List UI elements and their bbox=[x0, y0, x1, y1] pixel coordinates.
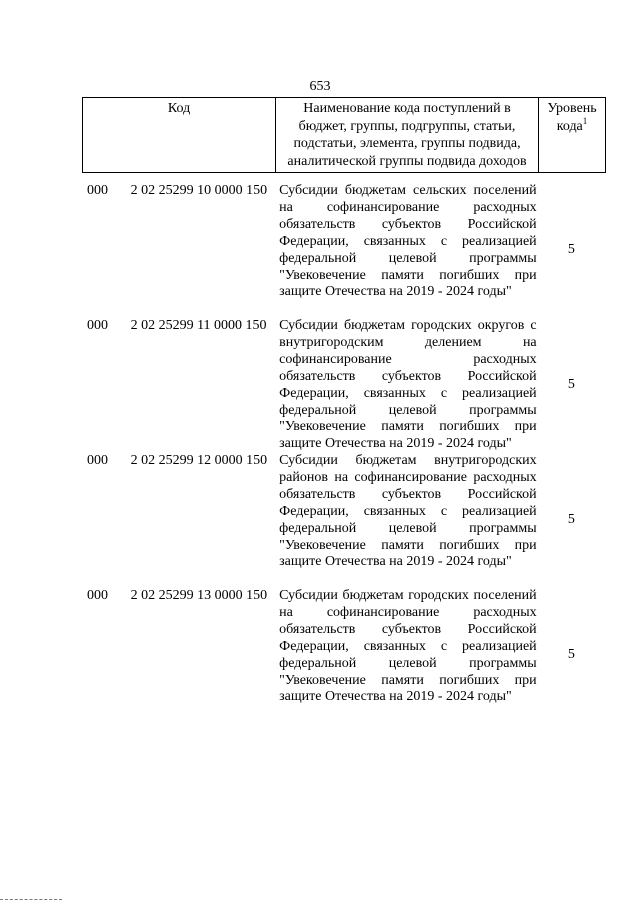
row-code: 2 02 25299 10 0000 150 bbox=[130, 183, 268, 198]
row-code: 2 02 25299 13 0000 150 bbox=[130, 588, 268, 603]
page-number: 653 bbox=[309, 79, 331, 94]
row-code: 2 02 25299 11 0000 150 bbox=[130, 318, 267, 333]
header-level-footnote: 1 bbox=[582, 115, 588, 126]
row-name: Субсидии бюджетам городских округов с внутригородским делением на софинансирование расходных обязательств субъектов Российской Федерации, связанных с реализацией федеральной целевой программы "Увековечение памяти погибших при защите Отечества на 2019 - 2024 годы" bbox=[279, 318, 537, 452]
table-row bbox=[82, 183, 606, 318]
table-header bbox=[82, 97, 606, 173]
header-name: Наименование кода поступлений в бюджет, группы, подгруппы, статьи, подстатьи, элемента, группы подвида, аналитической группы подвида доходов bbox=[276, 98, 539, 173]
row-prefix: 000 bbox=[87, 588, 108, 603]
row-name: Субсидии бюджетам городских поселений на софинансирование расходных обязательств субъектов Российской Федерации, связанных с реализацией федеральной целевой программы "Увековечение памяти погибших при защите Отечества на 2019 - 2024 годы" bbox=[279, 588, 537, 705]
row-name: Субсидии бюджетам сельских поселений на софинансирование расходных обязательств субъектов Российской Федерации, связанных с реализацией федеральной целевой программы "Увековечение памяти погибших при защите Отечества на 2019 - 2024 годы" bbox=[279, 183, 537, 300]
table-row bbox=[82, 588, 606, 723]
table-body bbox=[82, 183, 606, 723]
row-prefix: 000 bbox=[87, 318, 108, 333]
header-level-label: Уровень кода bbox=[547, 101, 597, 134]
row-prefix: 000 bbox=[87, 453, 108, 468]
row-level: 5 bbox=[567, 377, 575, 393]
table-row bbox=[82, 318, 606, 453]
table-row bbox=[82, 453, 606, 588]
row-prefix: 000 bbox=[87, 183, 108, 198]
footer-divider bbox=[0, 899, 62, 900]
row-code: 2 02 25299 12 0000 150 bbox=[130, 453, 268, 468]
row-level: 5 bbox=[567, 242, 575, 258]
header-level bbox=[539, 98, 606, 173]
row-name: Субсидии бюджетам внутригородских районов на софинансирование расходных обязательств субъектов Российской Федерации, связанных с реализацией федеральной целевой программы "Увековечение памяти погибших при защите Отечества на 2019 - 2024 годы" bbox=[279, 453, 537, 570]
row-level: 5 bbox=[567, 647, 575, 663]
row-level: 5 bbox=[567, 512, 575, 528]
header-code: Код bbox=[83, 98, 276, 173]
